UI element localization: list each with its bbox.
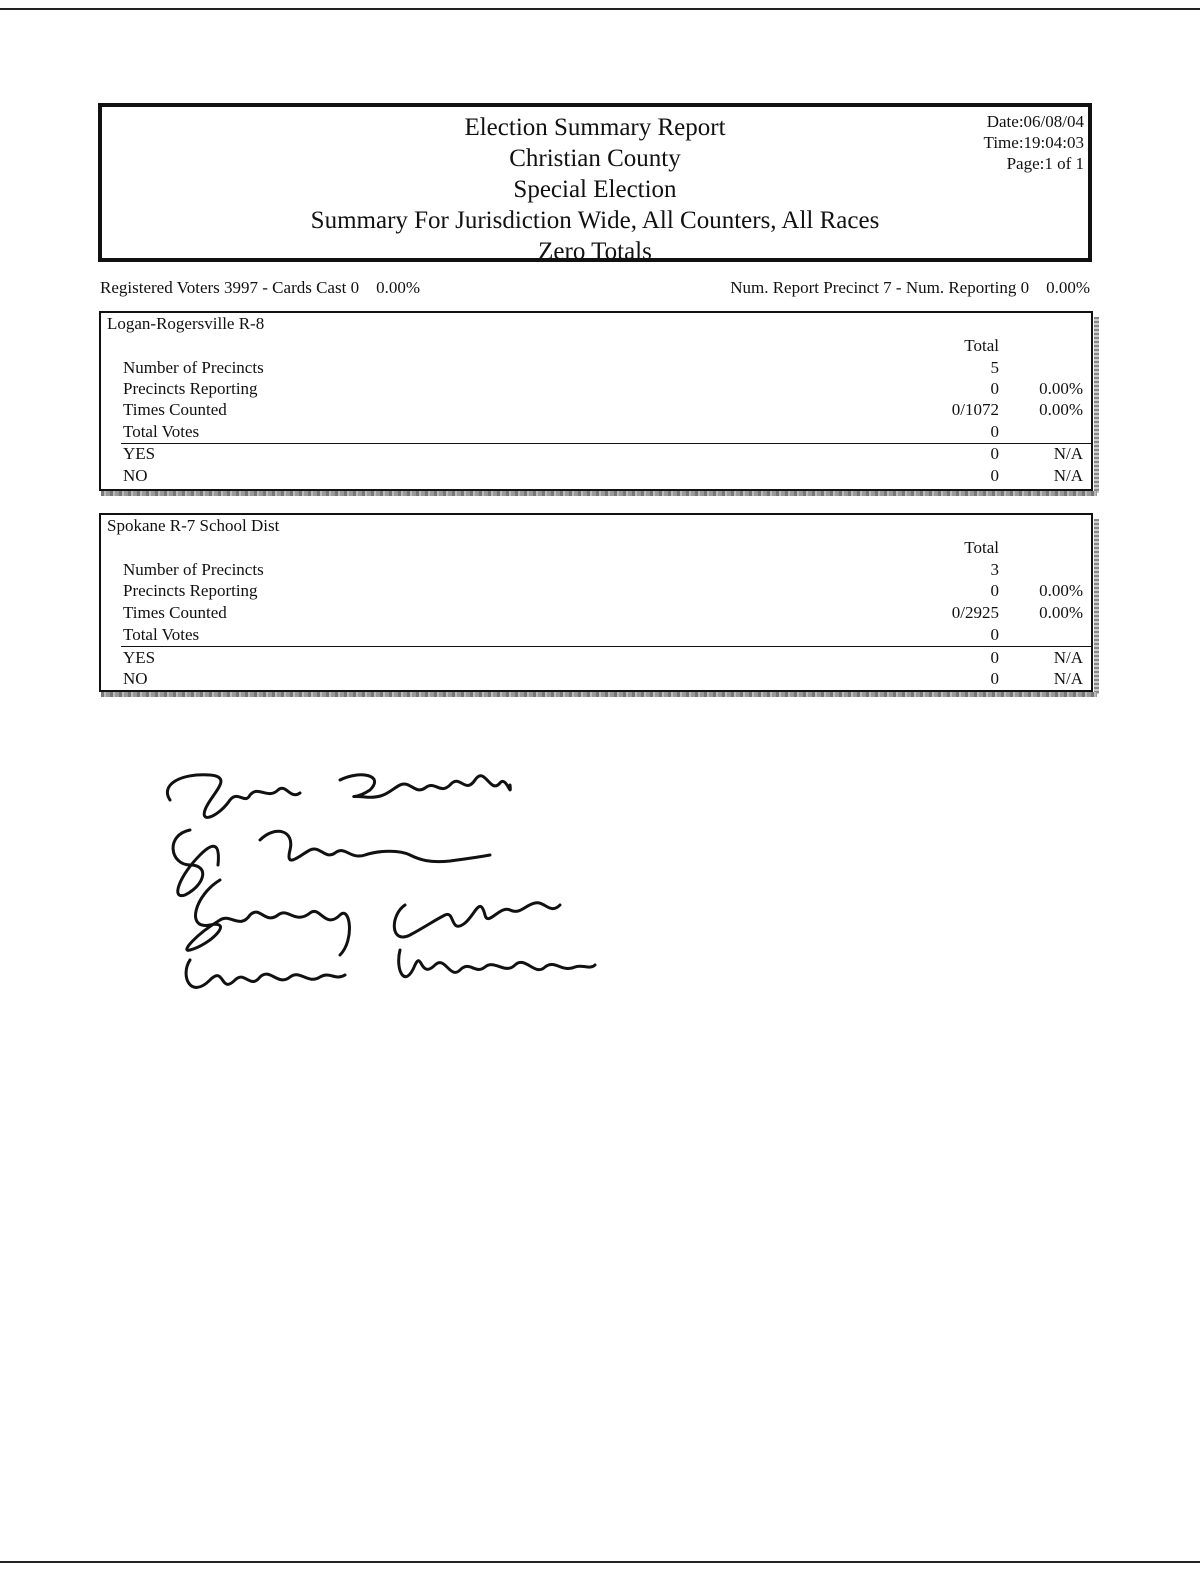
stat-total: 0/1072: [951, 400, 999, 419]
stat-label: Total Votes: [123, 625, 200, 644]
choice-total: 0: [990, 444, 999, 463]
stat-row: [123, 602, 1085, 624]
stat-percent: 0.00%: [1039, 603, 1083, 622]
choice-row: [123, 668, 1085, 690]
report-date: Date:06/08/04: [986, 112, 1084, 131]
total-header-row: [123, 335, 1085, 357]
stat-row: [123, 357, 1085, 379]
summary-scope: Summary For Jurisdiction Wide, All Counters, All Races: [310, 207, 880, 234]
choice-row: [123, 647, 1085, 669]
precinct-reporting-summary: Num. Report Precinct 7 - Num. Reporting 0 0.00%: [730, 278, 1090, 297]
handwritten-signatures: [150, 755, 610, 1015]
stat-percent: 0.00%: [1039, 581, 1083, 600]
signature-3: [187, 880, 560, 955]
stat-row: [123, 624, 1085, 646]
signature-2: [173, 830, 490, 896]
totals-type: Zero Totals: [538, 238, 652, 265]
stat-label: Times Counted: [123, 603, 227, 622]
stat-row: [123, 559, 1085, 581]
stat-row: [123, 421, 1085, 443]
choice-percent: N/A: [1053, 669, 1083, 688]
choice-total: 0: [990, 466, 999, 485]
stat-label: Total Votes: [123, 422, 200, 441]
race-title: Spokane R-7 School Dist: [107, 516, 280, 535]
choice-percent: N/A: [1053, 466, 1083, 485]
report-page: Page:1 of 1: [1006, 154, 1084, 173]
report-title: Election Summary Report: [464, 114, 726, 141]
race-box-spokane: [99, 513, 1093, 692]
choice-label: YES: [123, 648, 156, 667]
total-header-row: [123, 537, 1085, 559]
signature-1: [167, 775, 510, 818]
choice-label: NO: [123, 669, 148, 688]
choice-percent: N/A: [1053, 648, 1083, 667]
stat-total: 0: [990, 379, 999, 398]
race-title: Logan-Rogersville R-8: [107, 314, 265, 333]
stat-percent: 0.00%: [1039, 379, 1083, 398]
choice-label: NO: [123, 466, 148, 485]
choice-total: 0: [990, 669, 999, 688]
report-header: [98, 103, 1092, 265]
stat-label: Precincts Reporting: [123, 379, 258, 398]
stat-total: 3: [990, 560, 999, 579]
choice-row: [123, 465, 1085, 487]
election-name: Special Election: [513, 176, 677, 203]
choice-label: YES: [123, 444, 156, 463]
report-meta: [984, 111, 1084, 174]
choice-percent: N/A: [1053, 444, 1083, 463]
stat-total: 5: [990, 358, 999, 377]
stat-row: [123, 378, 1085, 400]
stat-percent: 0.00%: [1039, 400, 1083, 419]
total-column-header: Total: [964, 336, 999, 355]
county-name: Christian County: [509, 145, 681, 172]
scan-edge-top: [0, 8, 1200, 10]
stat-label: Times Counted: [123, 400, 227, 419]
report-time: Time:19:04:03: [983, 133, 1084, 152]
stat-label: Number of Precincts: [123, 560, 264, 579]
stat-total: 0/2925: [951, 603, 999, 622]
race-box-logan-rogersville: [99, 311, 1093, 491]
total-column-header: Total: [964, 538, 999, 557]
registered-voters-summary: Registered Voters 3997 - Cards Cast 0 0.00%: [100, 278, 420, 297]
stat-label: Number of Precincts: [123, 358, 264, 377]
scan-edge-bottom: [0, 1561, 1200, 1563]
report-title-block: [102, 112, 1088, 267]
stat-total: 0: [990, 625, 999, 644]
stat-total: 0: [990, 422, 999, 441]
stat-label: Precincts Reporting: [123, 581, 258, 600]
stat-row: [123, 580, 1085, 602]
stat-total: 0: [990, 581, 999, 600]
choice-total: 0: [990, 648, 999, 667]
choice-row: [123, 443, 1085, 465]
signature-4: [186, 950, 595, 987]
stat-row: [123, 399, 1085, 421]
